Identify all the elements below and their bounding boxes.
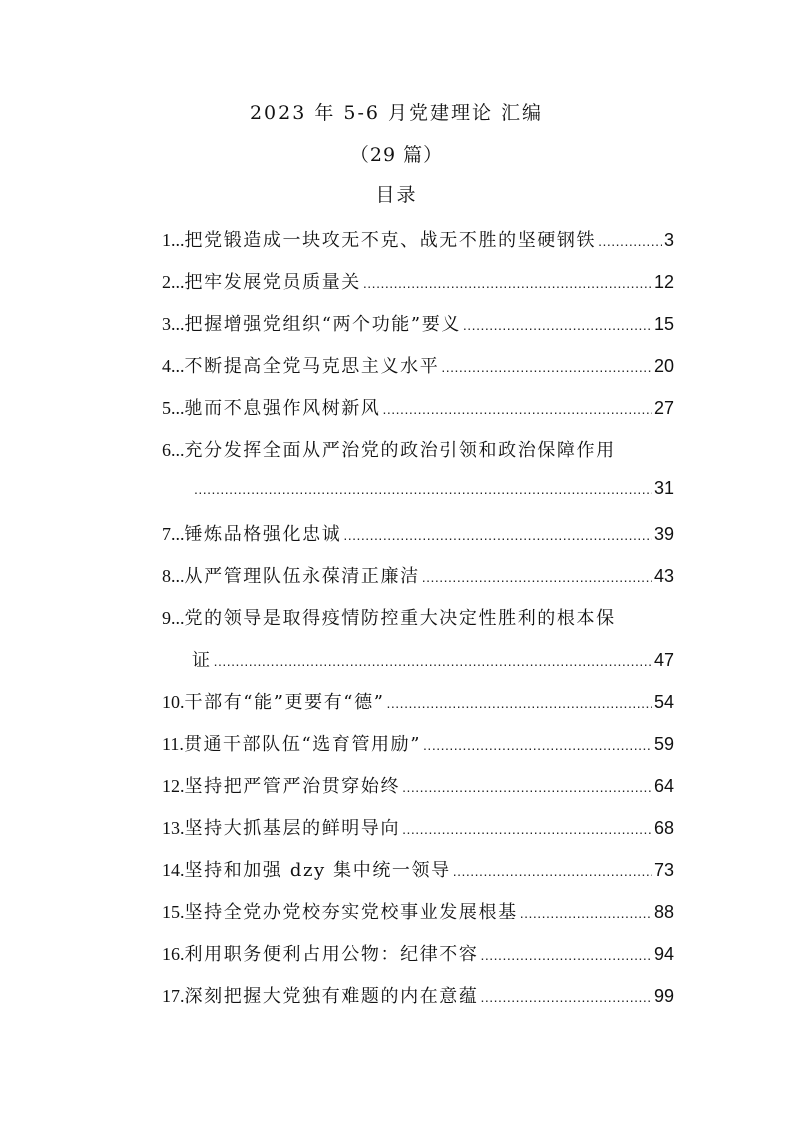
toc-entry-number: 15.	[162, 902, 185, 922]
toc-entry-page: 94	[653, 944, 674, 964]
toc-leader-dots	[387, 695, 652, 711]
toc-entry-page: 68	[653, 818, 674, 838]
toc-entry[interactable]	[162, 394, 674, 436]
toc-leader-dots	[343, 527, 652, 543]
toc-leader-dots	[481, 989, 652, 1005]
toc-leader-dots	[598, 233, 662, 249]
toc-entry[interactable]	[162, 856, 674, 898]
toc-entry-number: 17.	[162, 986, 185, 1006]
toc-leader-dots	[481, 947, 652, 963]
toc-entry-title: 把党锻造成一块攻无不克、战无不胜的坚硬钢铁	[184, 230, 597, 251]
toc-entry-number: 11.	[162, 734, 184, 754]
toc-entry[interactable]	[162, 982, 674, 1024]
toc-entry-number: 4...	[162, 356, 185, 376]
toc-entry-title: 充分发挥全面从严治党的政治引领和政治保障作用	[184, 440, 616, 461]
toc-entry-title: 锤炼品格强化忠诚	[184, 524, 342, 545]
toc-entry-title: 干部有“能”更要有“德”	[184, 692, 385, 713]
toc-entry-title: 贯通干部队伍“选育管用励”	[183, 734, 422, 755]
toc-entry-title: 坚持大抓基层的鲜明导向	[184, 818, 401, 839]
toc-entry-page: 59	[653, 734, 674, 754]
toc-entry-page: 47	[653, 650, 674, 670]
toc-entry-title: 把牢发展党员质量关	[184, 272, 361, 293]
toc-entry-number: 16.	[162, 944, 185, 964]
toc-entry-page: 15	[653, 314, 674, 334]
toc-leader-dots	[363, 275, 652, 291]
toc-heading: 目录	[375, 184, 418, 206]
toc-entry[interactable]	[162, 772, 674, 814]
toc-entry[interactable]	[162, 436, 674, 478]
toc-entry-continuation[interactable]	[162, 478, 674, 520]
table-of-contents	[162, 226, 674, 1024]
toc-entry-title: 驰而不息强作风树新风	[184, 398, 381, 419]
toc-entry-number: 8...	[162, 566, 185, 586]
toc-entry[interactable]	[162, 352, 674, 394]
toc-entry-title: 坚持把严管严治贯穿始终	[184, 776, 401, 797]
toc-entry[interactable]	[162, 562, 674, 604]
toc-leader-dots	[441, 359, 652, 375]
toc-entry-page: 54	[653, 692, 674, 712]
toc-entry[interactable]	[162, 604, 674, 646]
document-title: 2023 年 5-6 月党建理论 汇编	[249, 102, 544, 124]
toc-entry-page: 39	[653, 524, 674, 544]
toc-entry-title: 从严管理队伍永葆清正廉洁	[184, 566, 420, 587]
toc-entry-page: 88	[653, 902, 674, 922]
toc-entry[interactable]	[162, 520, 674, 562]
toc-entry-number: 1...	[162, 230, 185, 250]
toc-leader-dots	[520, 905, 652, 921]
toc-entry[interactable]	[162, 688, 674, 730]
document-subtitle: （29 篇）	[349, 144, 444, 166]
toc-entry-page: 27	[653, 398, 674, 418]
toc-entry-number: 3...	[162, 314, 185, 334]
toc-leader-dots	[402, 821, 652, 837]
toc-entry-number: 9...	[162, 608, 185, 628]
toc-entry-page: 64	[653, 776, 674, 796]
toc-entry[interactable]	[162, 226, 674, 268]
toc-entry[interactable]	[162, 730, 674, 772]
toc-entry-title: 党的领导是取得疫情防控重大决定性胜利的根本保	[184, 608, 616, 629]
toc-entry-number: 6...	[162, 440, 185, 460]
toc-entry-page: 43	[653, 566, 674, 586]
toc-entry-continuation[interactable]	[162, 646, 674, 688]
toc-entry[interactable]	[162, 268, 674, 310]
toc-entry-page: 31	[653, 478, 674, 498]
toc-entry-number: 14.	[162, 860, 185, 880]
toc-entry-title: 深刻把握大党独有难题的内在意蕴	[184, 986, 479, 1007]
toc-entry-number: 13.	[162, 818, 185, 838]
toc-entry-title: 不断提高全党马克思主义水平	[184, 356, 440, 377]
toc-entry-number: 2...	[162, 272, 185, 292]
toc-leader-dots	[422, 569, 652, 585]
toc-leader-dots	[463, 317, 652, 333]
toc-entry-page: 73	[653, 860, 674, 880]
toc-entry-number: 10.	[162, 692, 185, 712]
toc-entry[interactable]	[162, 898, 674, 940]
toc-entry-title: 坚持全党办党校夯实党校事业发展根基	[184, 902, 518, 923]
toc-leader-dots	[383, 401, 652, 417]
toc-entry-page: 99	[653, 986, 674, 1006]
toc-entry-title: 坚持和加强 dzy 集中统一领导	[184, 860, 451, 881]
toc-entry-number: 12.	[162, 776, 185, 796]
toc-leader-dots	[453, 863, 652, 879]
toc-entry-title: 把握增强党组织“两个功能”要义	[184, 314, 461, 335]
toc-entry-page: 20	[653, 356, 674, 376]
toc-leader-dots	[214, 653, 652, 669]
toc-leader-dots	[423, 737, 652, 753]
toc-leader-dots	[402, 779, 652, 795]
toc-entry-number: 5...	[162, 398, 185, 418]
toc-leader-dots	[194, 481, 652, 497]
toc-entry-page: 12	[653, 272, 674, 292]
toc-entry-title: 利用职务便利占用公物：纪律不容	[184, 944, 479, 965]
toc-entry-number: 7...	[162, 524, 185, 544]
toc-entry-page: 3	[663, 230, 674, 250]
toc-entry[interactable]	[162, 940, 674, 982]
toc-entry[interactable]	[162, 310, 674, 352]
toc-entry[interactable]	[162, 814, 674, 856]
toc-entry-title-continued: 证	[192, 650, 212, 671]
